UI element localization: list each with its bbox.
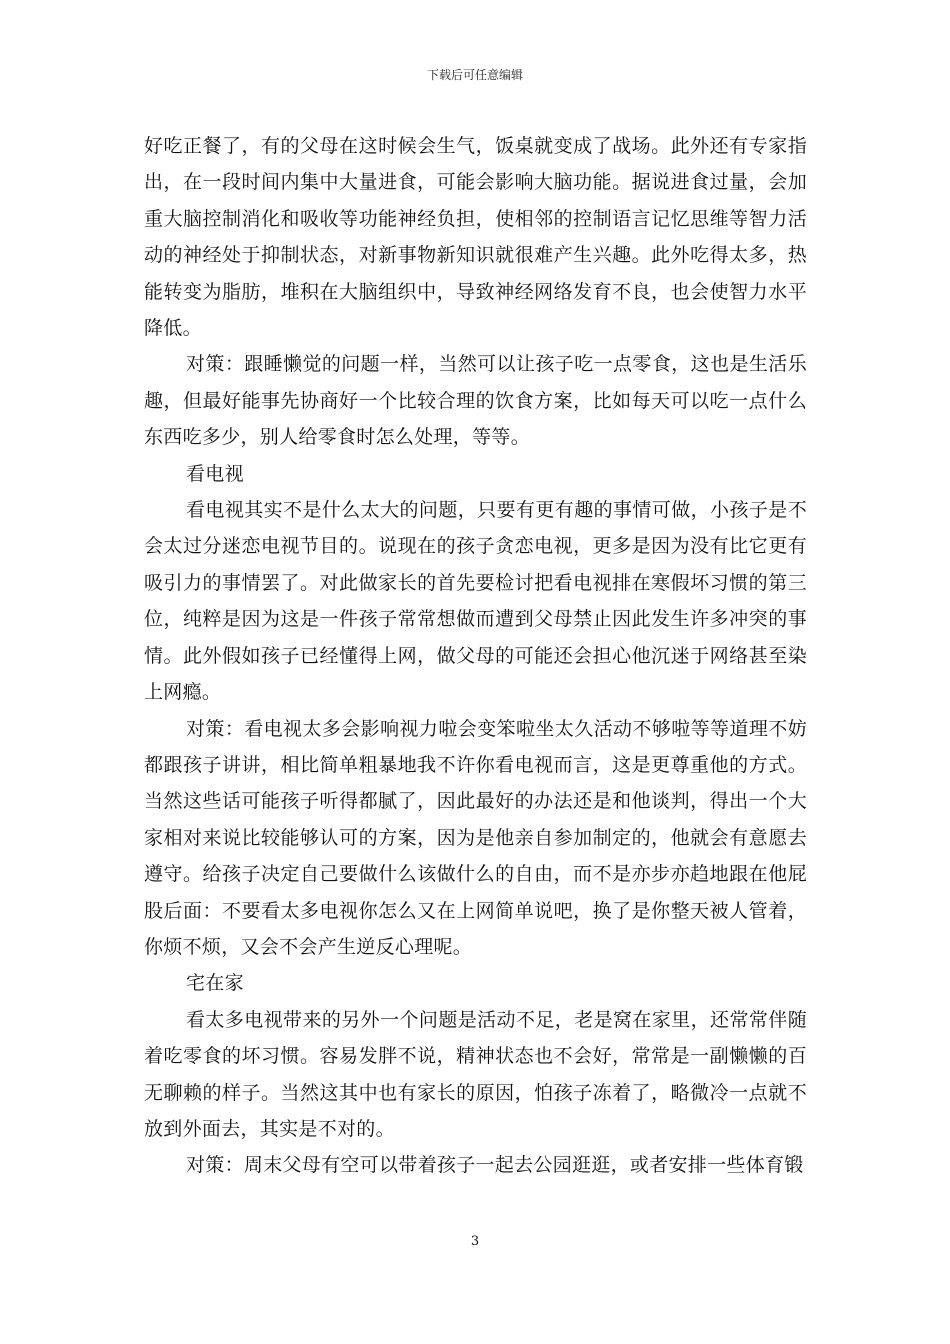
paragraph: 看电视其实不是什么太大的问题，只要有更有趣的事情可做，小孩子是不会太过分迷恋电视节目的。说现在的孩子贪恋电视，更多是因为没有比它更有吸引力的事情罢了。对此做家长的首先要检讨把看电视排在寒假坏习惯的第三位，纯粹是因为这是一件孩子常常想做而遭到父母禁止因此发生许多冲突的事情。此外假如孩子已经懂得上网，做父母的可能还会担心他沉迷于网络甚至染上网瘾。 [144, 499, 807, 704]
paragraph: 对策：看电视太多会影响视力啦会变笨啦坐太久活动不够啦等等道理不妨都跟孩子讲讲，相比简单粗暴地我不许你看电视而言，这是更尊重他的方式。当然这些话可能孩子听得都腻了，因此最好的办法还是和他谈判，得出一个大家相对来说比较能够认可的方案，因为是他亲自参加制定的，他就会有意愿去遵守。给孩子决定自己要做什么该做什么的自由，而不是亦步亦趋地跟在他屁股后面：不要看太多电视你怎么又在上网简单说吧，换了是你整天被人管着，你烦不烦，又会不会产生逆反心理呢。 [144, 717, 807, 958]
paragraph: 看太多电视带来的另外一个问题是活动不足，老是窝在家里，还常常伴随着吃零食的坏习惯。容易发胖不说，精神状态也不会好，常常是一副懒懒的百无聊赖的样子。当然这其中也有家长的原因，怕孩子冻着了，略微冷一点就不放到外面去，其实是不对的。 [144, 1008, 807, 1140]
section-heading: 宅在家 [186, 972, 244, 995]
paragraph: 对策：跟睡懒觉的问题一样，当然可以让孩子吃一点零食，这也是生活乐趣，但最好能事先协商好一个比较合理的饮食方案，比如每天可以吃一点什么东西吃多少，别人给零食时怎么处理，等等。 [144, 353, 807, 449]
page-number: 3 [470, 1234, 480, 1249]
page-header: 下载后可任意编辑 [426, 68, 523, 82]
paragraph: 对策：周末父母有空可以带着孩子一起去公园逛逛，或者安排一些体育锻 [186, 1154, 804, 1177]
section-heading: 看电视 [186, 462, 244, 485]
paragraph: 好吃正餐了，有的父母在这时候会生气，饭桌就变成了战场。此外还有专家指出，在一段时间内集中大量进食，可能会影响大脑功能。据说进食过量，会加重大脑控制消化和吸收等功能神经负担，使相邻的控制语言记忆思维等智力活动的神经处于抑制状态，对新事物新知识就很难产生兴趣。此外吃得太多，热能转变为脂肪，堆积在大脑组织中，导致神经网络发育不良，也会使智力水平降低。 [144, 135, 807, 340]
document-body [144, 128, 807, 1184]
